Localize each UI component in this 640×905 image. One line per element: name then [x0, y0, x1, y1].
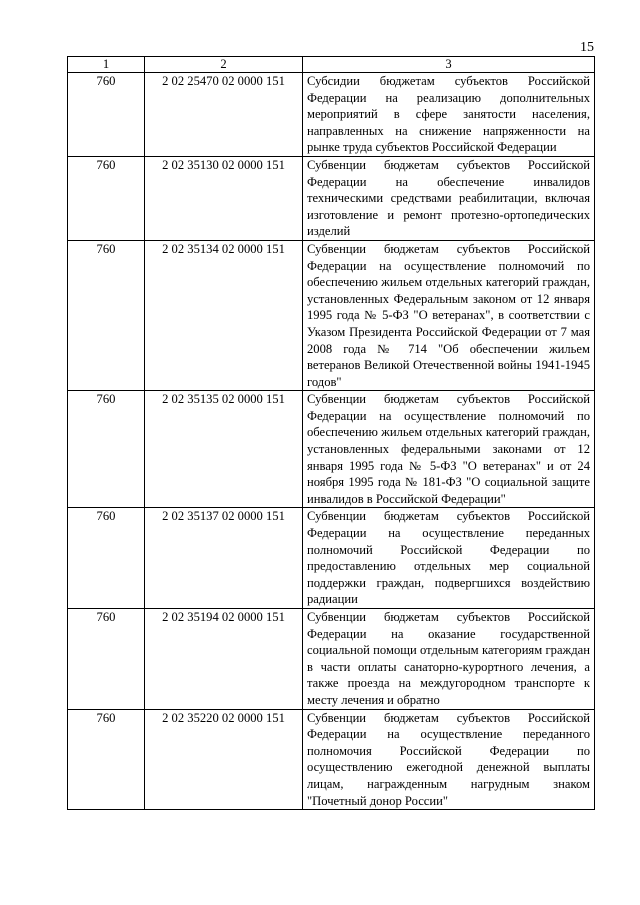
- budget-code-cell: 2 02 35135 02 0000 151: [145, 391, 303, 508]
- table-row: [68, 73, 595, 157]
- admin-code-cell: 760: [68, 508, 145, 609]
- column-header-1: 1: [68, 57, 145, 73]
- budget-code-cell: 2 02 35220 02 0000 151: [145, 709, 303, 810]
- admin-code-cell: 760: [68, 709, 145, 810]
- revenue-name-cell: Субвенции бюджетам субъектов Российской Федерации на осуществление переданных полномочий Российской Федерации по предоставлению отдельных мер социальной поддержки граждан, подвергшихся воздействию радиации: [303, 508, 595, 609]
- table-row: [68, 240, 595, 390]
- budget-code-cell: 2 02 35194 02 0000 151: [145, 609, 303, 710]
- budget-code-cell: 2 02 35134 02 0000 151: [145, 240, 303, 390]
- admin-code-cell: 760: [68, 609, 145, 710]
- admin-code-cell: 760: [68, 391, 145, 508]
- budget-code-cell: 2 02 35137 02 0000 151: [145, 508, 303, 609]
- admin-code-cell: 760: [68, 156, 145, 240]
- page-number: 15: [580, 40, 594, 55]
- budget-code-cell: 2 02 25470 02 0000 151: [145, 73, 303, 157]
- revenue-name-cell: Субвенции бюджетам субъектов Российской Федерации на осуществление переданного полномочия Российской Федерации по осуществлению ежегодной денежной выплаты лицам, награжденным нагрудным знаком "Почетный донор России": [303, 709, 595, 810]
- table-row: [68, 508, 595, 609]
- table-row: [68, 391, 595, 508]
- admin-code-cell: 760: [68, 240, 145, 390]
- revenue-name-cell: Субсидии бюджетам субъектов Российской Федерации на реализацию дополнительных мероприятий в сфере занятости населения, направленных на снижение напряженности на рынке труда субъектов Российской Федерации: [303, 73, 595, 157]
- revenue-name-cell: Субвенции бюджетам субъектов Российской Федерации на осуществление полномочий по обеспечению жильем отдельных категорий граждан, установленных Федеральным законом от 12 января 1995 года № 5-ФЗ "О ветеранах", в соответствии с Указом Президента Российской Федерации от 7 мая 2008 года № 714 "Об обеспечении жильем ветеранов Великой Отечественной войны 1941-1945 годов": [303, 240, 595, 390]
- revenue-name-cell: Субвенции бюджетам субъектов Российской Федерации на осуществление полномочий по обеспечению жильем отдельных категорий граждан, установленных федеральными законами от 12 января 1995 года № 5-ФЗ "О ветеранах" и от 24 ноября 1995 года № 181-ФЗ "О социальной защите инвалидов в Российской Федерации": [303, 391, 595, 508]
- revenue-name-cell: Субвенции бюджетам субъектов Российской Федерации на оказание государственной социальной помощи отдельным категориям граждан в части оплаты санаторно-курортного лечения, а также проезда на междугородном транспорте к месту лечения и обратно: [303, 609, 595, 710]
- table-row: [68, 156, 595, 240]
- budget-classification-table: [67, 56, 595, 810]
- budget-code-cell: 2 02 35130 02 0000 151: [145, 156, 303, 240]
- revenue-name-cell: Субвенции бюджетам субъектов Российской Федерации на обеспечение инвалидов техническими средствами реабилитации, включая изготовление и ремонт протезно-ортопедических изделий: [303, 156, 595, 240]
- table-header-row: [68, 57, 595, 73]
- table-row: [68, 709, 595, 810]
- column-header-3: 3: [303, 57, 595, 73]
- table-row: [68, 609, 595, 710]
- column-header-2: 2: [145, 57, 303, 73]
- admin-code-cell: 760: [68, 73, 145, 157]
